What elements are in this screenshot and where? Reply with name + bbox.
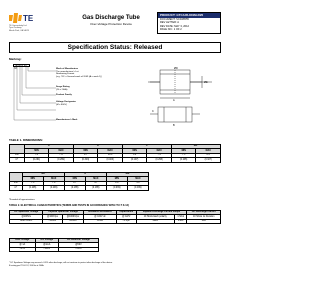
table-cell: (0.299) [43, 186, 64, 190]
marking-code: TE 80 R 20 M [13, 64, 30, 67]
table-subheader: 10 Shots 1s Duration [187, 215, 221, 219]
table-header [10, 173, 23, 182]
table-subheader: MAX [127, 177, 148, 181]
table-subheader: 1 Shot [174, 215, 187, 219]
table-header: DC Sparkover Voltage [10, 211, 43, 215]
table-cell: 8.3 [196, 153, 221, 157]
doc-title: Gas Discharge Tube [82, 15, 140, 21]
table-header: AC Discharge Current [187, 211, 221, 215]
table-cell: <1.5pF [116, 219, 136, 223]
table-header: B [73, 145, 122, 149]
svg-text:C: C [152, 110, 154, 113]
table-subheader: MAX [85, 177, 106, 181]
table-header: Insulation Resistance [83, 211, 116, 215]
table-cell: 800V ±20% [10, 219, 43, 223]
table-subheader: MAX [196, 149, 221, 153]
svg-text:ØE: ØE [204, 81, 208, 84]
table-header: Over Voltage [10, 239, 36, 243]
table-cell: 7.5 [22, 181, 43, 185]
table-subheader: @100V/s [10, 215, 43, 219]
table-cell: 8.7 [73, 153, 98, 157]
table-header: Impulse Sparkover Voltage [43, 211, 84, 215]
dimension-note: *Rounded off approximations [9, 199, 35, 201]
table-cell: <100V [35, 247, 58, 251]
table-cell: ~15V [10, 247, 36, 251]
spec-status: Specification Status: Released [9, 42, 221, 53]
table-subheader: MAX [98, 149, 123, 153]
marking-label-mfr: Manufacturer's Mark [56, 119, 78, 121]
table-cell: (0.185) [64, 186, 85, 190]
marking-label-surge: Surge Rating (20 = 20kA) [56, 86, 70, 91]
table-row [10, 219, 221, 223]
component-drawing [140, 62, 230, 132]
table-subheader: MIN [73, 149, 98, 153]
table-header: ØE [22, 173, 64, 177]
table-cell: 25kA [174, 219, 187, 223]
doc-line: PAGE NO.: 1 OF 2 [160, 28, 182, 32]
table-subheader: MAX [147, 149, 172, 153]
table-cell: 7.4 [24, 153, 49, 157]
svg-text:A: A [173, 99, 175, 102]
table-header [10, 145, 25, 154]
te-logo [9, 13, 34, 23]
table-row [10, 186, 149, 190]
table-cell: mm [10, 153, 25, 157]
table-cell: 1.0 [127, 181, 148, 185]
table-cell: 20A [187, 219, 221, 223]
company-line: TE Connectivity Ltd. [9, 25, 27, 27]
table-row [10, 158, 221, 162]
table-cell: (0.299) [49, 158, 74, 162]
table-subheader: @ 1kHz [116, 215, 136, 219]
company-address [9, 25, 49, 32]
table-cell: 4.7 [85, 181, 106, 185]
table-subheader: MIN [122, 149, 147, 153]
table-subheader: @100V/μs [43, 215, 62, 219]
table-subheader: MIN [171, 149, 196, 153]
table-subheader: MAX [49, 149, 74, 153]
svg-text:ØD: ØD [174, 67, 178, 70]
table-header: Capacitance [116, 211, 136, 215]
doc-line: REV DATE: MAY 3, 2012 [160, 24, 189, 28]
table-cell: 1.0 [106, 181, 127, 185]
table-cell: 7.6 [49, 153, 74, 157]
table-subheader: MIN [64, 177, 85, 181]
table-row [10, 247, 99, 251]
table-header: E [64, 173, 106, 177]
table-cell: (0.185) [85, 186, 106, 190]
table1-title: TABLE 1. DIMENSIONS: [9, 138, 43, 142]
table-cell: <135V [58, 247, 98, 251]
doc-line: REV LETTER: A [160, 21, 180, 25]
table-cell: <1200V [62, 219, 83, 223]
product-label: PRODUCT: GTCA35-801M-R20 [158, 13, 220, 18]
table-subheader: @ 100V dc [83, 215, 116, 219]
marking-title: Marking: [9, 57, 22, 61]
table-cell: (0.039) [127, 186, 148, 190]
company-line: Menlo Park, CA 94025 [9, 29, 30, 32]
table-cell: (0.039) [106, 186, 127, 190]
marking-leaders [12, 67, 62, 127]
table-cell: (0.343) [73, 158, 98, 162]
table-cell: (0.295) [22, 186, 43, 190]
table-cell: 4.7 [64, 181, 85, 185]
table-subheader: MIN [22, 177, 43, 181]
table-cell: 20kA [136, 219, 174, 223]
table-cell: (0.291) [24, 158, 49, 162]
table-cell: <1100V [43, 219, 62, 223]
table-header: Arc Voltage [35, 239, 58, 243]
table-subheader: @50V [58, 243, 98, 247]
electrical-table [9, 210, 221, 224]
svg-text:TE: TE [23, 14, 34, 23]
table-header: ØM [106, 173, 148, 177]
table-header: ØD* [171, 145, 220, 149]
table-cell: (0.197) [122, 158, 147, 162]
table-cell: 7.5 [147, 153, 172, 157]
table-header: Impulse Discharge Current 8/20μs [136, 211, 187, 215]
table-cell: (0.295) [147, 158, 172, 162]
table-subheader: @1mA [35, 243, 58, 247]
table-cell: mm [10, 181, 23, 185]
table-subheader: @ 1A [10, 243, 36, 247]
footnote: If testing per ITU-K.12, 200 Hz at 200A. [9, 264, 45, 267]
table-cell: in* [10, 186, 23, 190]
table-cell: (0.295) [171, 158, 196, 162]
table-subheader: 10 Shots Each polarity [136, 215, 174, 219]
dimensions-table [9, 144, 221, 163]
table-subheader: @1000V/μs [62, 215, 83, 219]
marking-label-family: Product Family [56, 94, 72, 96]
voltage-table [9, 238, 99, 252]
dimensions-table-2 [9, 172, 149, 191]
table-cell: in* [10, 158, 25, 162]
doc-subtitle: Over-Voltage Protection Device [90, 22, 132, 26]
table-subheader: MAX [43, 177, 64, 181]
product-box [157, 12, 221, 34]
footnotes [9, 262, 221, 267]
footnote: * DC Sparkover Voltage may exceed +/-20% after discharge, will not continue to protect after discharge of the device. [9, 262, 113, 264]
company-line: Tyco Parkway [9, 27, 22, 30]
svg-text:B: B [173, 124, 175, 127]
table-cell: 7.6 [43, 181, 64, 185]
table-cell: ≥1GΩ [83, 219, 116, 223]
table-cell: 7.5 [171, 153, 196, 157]
marking-label-voltage: Voltage Designator (M = 800V) [56, 101, 76, 106]
table-cell: (0.327) [196, 158, 221, 162]
table2-title: TABLE 2. ELECTRICAL CHARACTERISTICS (TERMS AND TESTS IN ACCORDANCE WITH ITU-T K.12) [9, 204, 129, 207]
table-cell: 5.0 [122, 153, 147, 157]
table-subheader: MIN [24, 149, 49, 153]
table-header: DC Holdover Voltage [58, 239, 98, 243]
table-header: C [122, 145, 171, 149]
table-header: A [24, 145, 73, 149]
marking-label-week: Week of Manufacture The manufacturer's Lot Numbering Format (e.g. '2G' = Second week of 2009 (A = week 1)) [56, 68, 102, 78]
table-subheader: MIN [106, 177, 127, 181]
table-cell: (0.406) [98, 158, 123, 162]
doc-line: DOCUMENT: SCD28555 [160, 17, 189, 21]
table-cell: 10.3 [98, 153, 123, 157]
